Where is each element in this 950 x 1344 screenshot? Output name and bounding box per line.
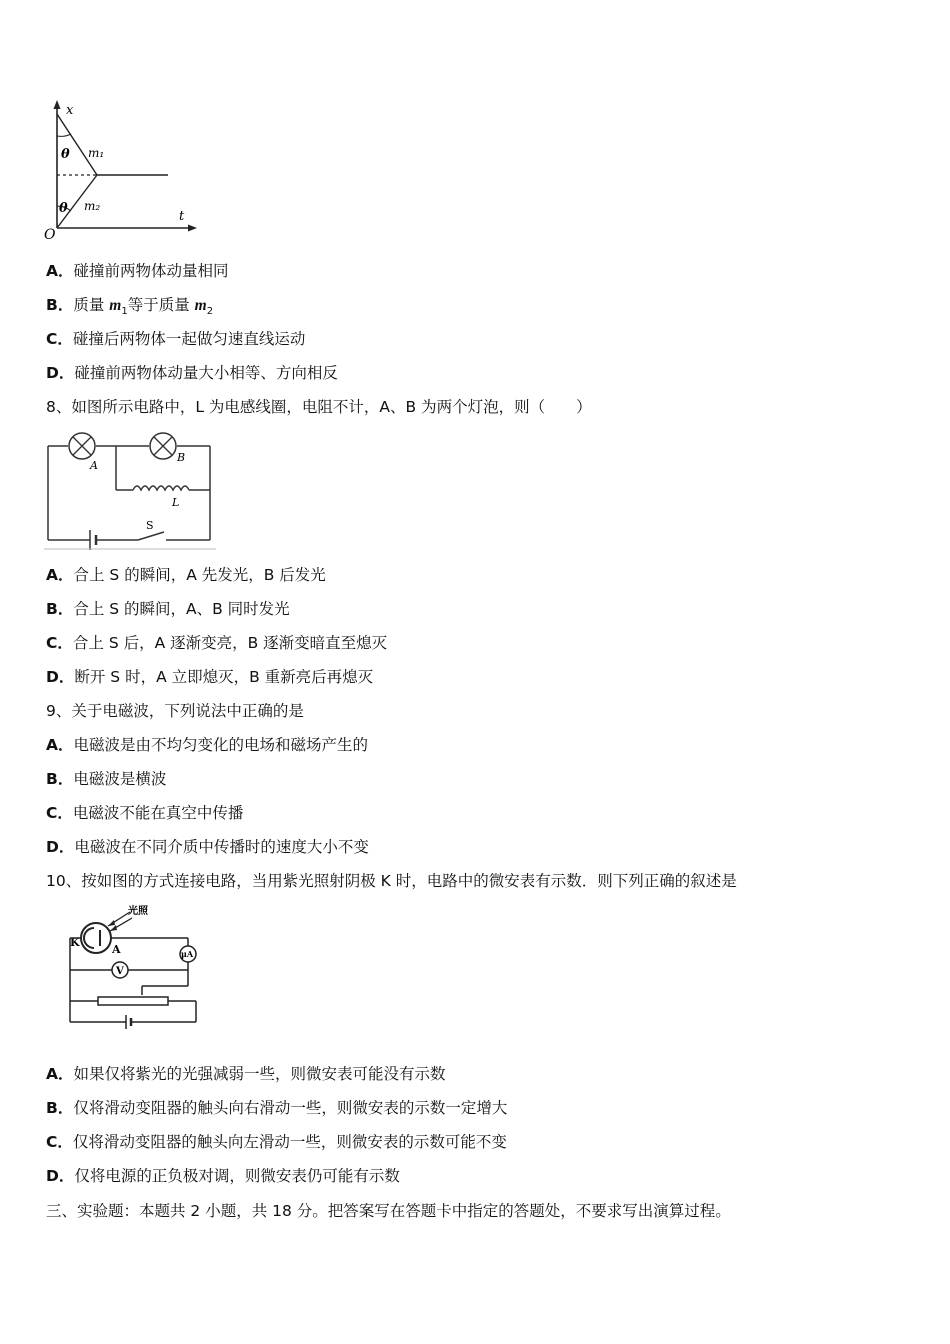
option-text: 电磁波是横波 [73, 770, 167, 788]
option-text: 碰撞前两物体动量大小相等、方向相反 [74, 364, 338, 382]
lamp-a [69, 433, 95, 459]
q10-stem: 10、按如图的方式连接电路，当用紫光照射阴极 K 时，电路中的微安表有示数．则下列正确的叙述是 [46, 872, 737, 890]
q7-option-c [46, 329, 305, 349]
q8-option-b [46, 599, 290, 619]
microammeter [180, 946, 196, 962]
inductor-label: L [172, 496, 180, 509]
option-letter: C． [46, 1133, 73, 1151]
q8-stem: 8、如图所示电路中，L 为电感线圈，电阻不计，A、B 为两个灯泡，则（ ） [46, 398, 592, 416]
option-text: 如果仅将紫光的光强减弱一些，则微安表可能没有示数 [73, 1065, 446, 1083]
photoelectric-circuit-figure [60, 900, 210, 1030]
m2-symbol: m [194, 297, 207, 314]
option-text: 电磁波不能在真空中传播 [72, 804, 244, 822]
q8-option-c [46, 633, 387, 653]
m1-symbol: m [109, 297, 122, 314]
option-letter: A． [46, 1065, 74, 1083]
q7-option-b [46, 295, 213, 322]
m1-line [57, 114, 97, 175]
option-letter: B． [46, 1099, 74, 1117]
option-text: 仅将滑动变阻器的触头向右滑动一些，则微安表的示数一定增大 [73, 1099, 508, 1117]
xt-graph-figure [40, 96, 200, 242]
m1-subscript: 1 [121, 306, 128, 318]
option-letter: D． [46, 838, 75, 856]
switch-blade [138, 532, 164, 540]
switch-label: S [146, 519, 154, 532]
inductor-circuit-figure [40, 428, 225, 552]
option-text: 合上 S 的瞬间，A、B 同时发光 [73, 600, 290, 618]
theta-top-arc [57, 134, 71, 136]
option-letter: D． [46, 364, 75, 382]
q7-option-a [46, 261, 229, 281]
q9-option-b [46, 769, 166, 789]
x-axis-arrow [54, 100, 61, 109]
q9-stem: 9、关于电磁波，下列说法中正确的是 [46, 702, 304, 720]
option-text: 碰撞前两物体动量相同 [73, 262, 229, 280]
option-text: 合上 S 后，A 逐渐变亮，B 逐渐变暗直至熄灭 [72, 634, 388, 652]
rheostat [98, 997, 168, 1005]
anode-label: A [112, 943, 121, 956]
lamp-a-label: A [90, 459, 98, 472]
option-text: 断开 S 时，A 立即熄灭，B 重新亮后再熄灭 [74, 668, 374, 686]
option-text: 仅将滑动变阻器的触头向左滑动一些，则微安表的示数可能不变 [72, 1133, 507, 1151]
inductor-coil [133, 486, 189, 490]
q9-option-a [46, 735, 368, 755]
lamp-b-label: B [177, 451, 186, 464]
option-letter: B． [46, 770, 74, 788]
q10-option-d [46, 1166, 400, 1186]
option-text: 碰撞后两物体一起做匀速直线运动 [72, 330, 306, 348]
t-axis-arrow [188, 225, 197, 232]
option-text-mid: 等于质量 [127, 296, 195, 314]
x-axis-label: x [66, 103, 74, 118]
q8-option-a [46, 565, 326, 585]
theta-bottom-label: θ [59, 201, 68, 216]
m1-label: m₁ [88, 146, 105, 160]
microammeter-label: μA [181, 949, 194, 959]
q10-option-b [46, 1098, 507, 1118]
option-text: 合上 S 的瞬间，A 先发光，B 后发光 [73, 566, 326, 584]
t-axis-label: t [179, 209, 185, 224]
option-text: 仅将电源的正负极对调，则微安表仍可能有示数 [74, 1167, 400, 1185]
option-letter: C． [46, 804, 73, 822]
m2-label: m₂ [84, 199, 101, 213]
light-label: 光照 [128, 906, 148, 917]
q9-option-c [46, 803, 243, 823]
option-letter: C． [46, 634, 73, 652]
option-text: 电磁波是由不均匀变化的电场和磁场产生的 [73, 736, 369, 754]
option-letter: B． [46, 296, 74, 314]
q9-option-d [46, 837, 369, 857]
voltmeter-label: V [116, 966, 124, 977]
option-letter: A． [46, 566, 74, 584]
theta-top-label: θ [61, 147, 70, 162]
q10-option-a [46, 1064, 446, 1084]
q7-option-d [46, 363, 338, 383]
origin-label: O [44, 227, 56, 242]
option-letter: A． [46, 262, 74, 280]
cathode-label: K [70, 936, 80, 949]
phototube [81, 923, 111, 953]
q8-option-d [46, 667, 373, 687]
option-text-prefix: 质量 [73, 296, 110, 314]
section-3-heading: 三、实验题：本题共 2 小题，共 18 分。把答案写在答题卡中指定的答题处，不要求写出演算过程。 [46, 1202, 731, 1220]
voltmeter [112, 962, 128, 978]
m2-subscript: 2 [206, 306, 214, 318]
option-letter: D． [46, 668, 75, 686]
option-letter: A． [46, 736, 74, 754]
option-letter: C． [46, 330, 73, 348]
lamp-b [150, 433, 176, 459]
option-letter: B． [46, 600, 74, 618]
option-letter: D． [46, 1167, 75, 1185]
q10-option-c [46, 1132, 507, 1152]
option-text: 电磁波在不同介质中传播时的速度大小不变 [74, 838, 369, 856]
